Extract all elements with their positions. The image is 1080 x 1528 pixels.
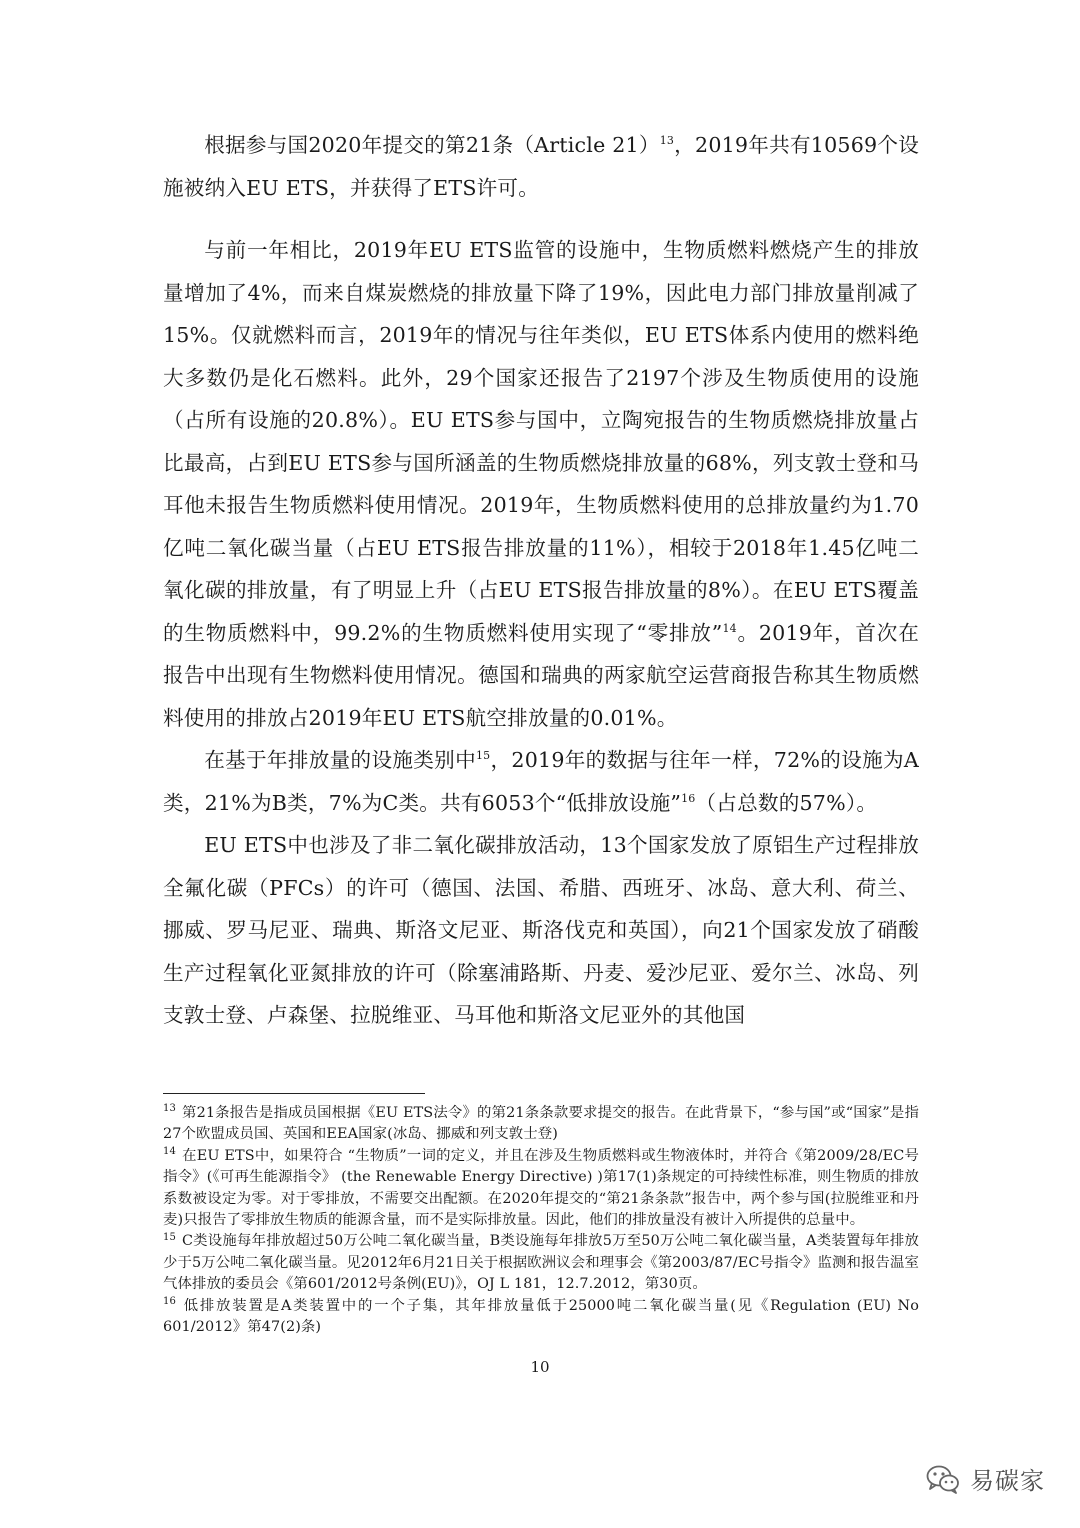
footnote-separator [163, 1093, 425, 1094]
footnote-ref-13[interactable]: 13 [659, 134, 675, 148]
paragraph-1: 根据参与国2020年提交的第21条（Article 21）$^{13}$，2019年共有10569个设施被纳入EU ETS，并获得了ETS许可。 [163, 133, 919, 200]
paragraph-4: EU ETS中也涉及了非二氧化碳排放活动，13个国家发放了原铝生产过程排放全氟化碳（PFCs）的许可（德国、法国、希腊、西班牙、冰岛、意大利、荷兰、挪威、罗马尼亚、瑞典、斯洛文尼亚、斯洛伐克和英国），向21个国家发放了硝酸生产过程氧化亚氮排放的许可（除塞浦路斯、丹麦、爱沙尼亚、爱尔兰、冰岛、列支敦士登、卢森堡、拉脱维亚、马耳他和斯洛文尼亚外的其他国 [163, 833, 919, 1027]
paragraph-3: 在基于年排放量的设施类别中$^{15}$，2019年的数据与往年一样，72%的设施为A类，21%为B类，7%为C类。共有6053个“低排放设施”$^{16}$（占总数的57%）。 [163, 748, 919, 815]
watermark [926, 1461, 1045, 1496]
footnote-ref-16[interactable]: 16 [681, 791, 696, 805]
footnote-13: $^{13}$ 第21条报告是指成员国根据《EU ETS法令》的第21条条款要求提交的报告。在此背景下，“参与国”或“国家”是指27个欧盟成员国、英国和EEA国家(冰岛、挪威和列支敦士登) [163, 1103, 919, 1143]
wechat-icon [926, 1464, 960, 1494]
footnote-ref-15[interactable]: 15 [475, 749, 491, 763]
page-number: 10 [530, 1358, 550, 1376]
footnote-14: $^{14}$ 在EU ETS中，如果符合 “生物质”一词的定义，并且在涉及生物质燃料或生物液体时，并符合《第2009/28/EC号指令》(《可再生能源指令》 (the Renewable Energy Directive) )第17(1)条规定的可持续性标准，则生物质的排放系数被设定为零。对于零排放，不需要交出配额。在2020年提交的“第21条条款”报告中，两个参与国(拉脱维亚和丹麦)只报告了零排放生物质的能源含量，而不是实际排放量。因此，他们的排放量没有被计入所提供的总量中。 [163, 1146, 919, 1229]
paragraph-2: 与前一年相比，2019年EU ETS监管的设施中，生物质燃料燃烧产生的排放量增加了4%，而来自煤炭燃烧的排放量下降了19%，因此电力部门排放量削减了15%。仅就燃料而言，2019年的情况与往年类似，EU ETS体系内使用的燃料绝大多数仍是化石燃料。此外，29个国家还报告了2197个涉及生物质使用的设施（占所有设施的20.8%）。EU ETS参与国中，立陶宛报告的生物质燃烧排放量占比最高，占到EU ETS参与国所涵盖的生物质燃烧排放量的68%，列支敦士登和马耳他未报告生物质燃料使用情况。2019年，生物质燃料使用的总排放量约为1.70亿吨二氧化碳当量（占EU ETS报告排放量的11%），相较于2018年1.45亿吨二氧化碳的排放量，有了明显上升（占EU ETS报告排放量的8%）。在EU ETS覆盖的生物质燃料中，99.2%的生物质燃料使用实现了“零排放”$^{14}$。2019年，首次在报告中出现有生物燃料使用情况。德国和瑞典的两家航空运营商报告称其生物质燃料使用的排放占2019年EU ETS航空排放量的0.01%。 [163, 238, 919, 730]
footnote-ref-14[interactable]: 14 [722, 621, 737, 635]
footnote-15: $^{15}$ C类设施每年排放超过50万公吨二氧化碳当量，B类设施每年排放5万至50万公吨二氧化碳当量，A类装置每年排放少于5万公吨二氧化碳当量。见2012年6月21日关于根据欧洲议会和理事会《第2003/87/EC号指令》监测和报告温室气体排放的委员会《第601/2012号条例(EU)》，OJ L 181，12.7.2012，第30页。 [163, 1231, 919, 1293]
body-text [163, 124, 919, 1037]
footnote-16: $^{16}$ 低排放装置是A类装置中的一个子集，其年排放量低于25000吨二氧化碳当量(见《Regulation (EU) No 601/2012》第47(2)条) [163, 1295, 919, 1336]
footnotes [163, 1103, 919, 1338]
watermark-text: 易碳家 [970, 1467, 1045, 1495]
